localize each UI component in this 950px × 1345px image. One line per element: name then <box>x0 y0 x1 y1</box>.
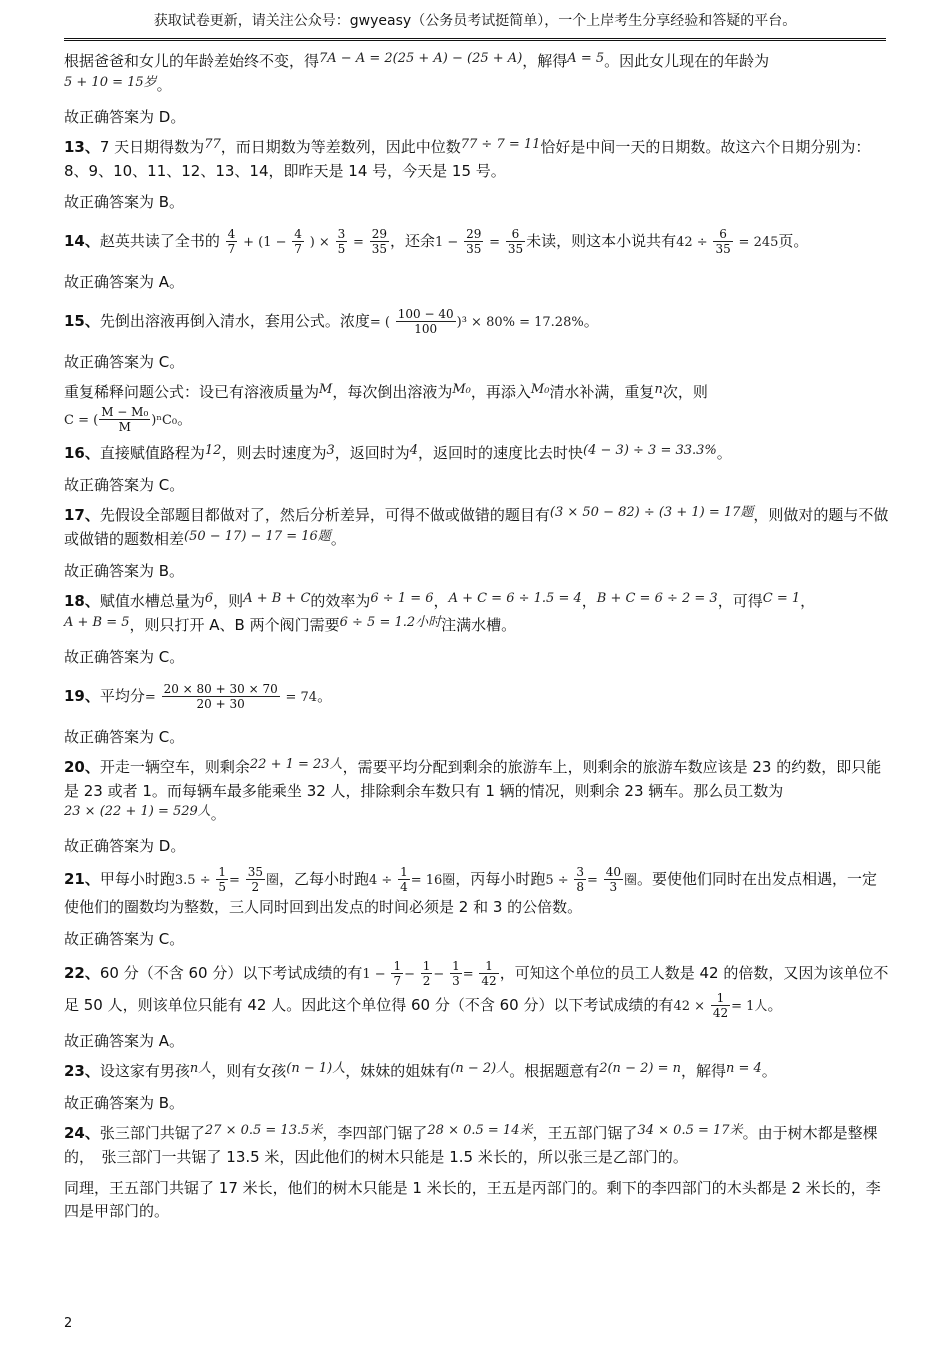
fraction: $\frac{100 - 40}{100}$ <box>397 307 454 336</box>
question-18: 18、赋值水槽总量为6，则A + B + C的效率为6 ÷ 1 = 6，A + C = 6 ÷ 1.5 = 4，B + C = 6 ÷ 2 = 3，可得C = 1， A + B = 5，则只打开 A、B 两个阀门需要6 ÷ 5 = 1.2小时注满水槽。 <box>64 591 816 634</box>
question-24-continued: 同理，王五部门共锯了 17 米长，他们的树木只能是 1 米长的，王五是丙部门的。剩下的李四部门的木头都是 2 米长的，李四是甲部门的。 <box>64 1179 881 1220</box>
question-number: 15、 <box>64 312 100 330</box>
question-21: 21、甲每小时跑3.5 ÷ $\frac{1}{5}$ = $\frac{35}{2}$ 圈，乙每小时跑4 ÷ $\frac{1}{4}$ = 16圈，丙每小时跑5 ÷ $\frac{3}{8}$ = $\frac{40}{3}$ 圈。要使他们同时在出发点相遇，一定使他们的圈数均为整数，三人同时回到出发点的时间必须是 2 和 3 的公倍数。 <box>64 865 878 916</box>
fraction: $\frac{4}{7}$ <box>294 227 302 256</box>
answer-line: 故正确答案为 C。 <box>64 353 185 371</box>
fraction: $\frac{35}{2}$ <box>247 865 263 894</box>
fraction: $\frac{6}{35}$ <box>715 227 731 256</box>
answer-line: 故正确答案为 C。 <box>64 728 185 746</box>
fraction: $\frac{20 \times 80 + 30 \times 70}{20 + 30}$ <box>163 682 278 711</box>
formula: 77 ÷ 7 = 11 <box>460 137 541 152</box>
fraction: $\frac{1}{42}$ <box>481 959 497 988</box>
question-number: 24、 <box>64 1124 100 1142</box>
formula: 77 <box>204 137 221 152</box>
formula: 5 + 10 = 15岁 <box>64 75 157 90</box>
question-number: 18、 <box>64 592 100 610</box>
fraction: $\frac{29}{35}$ <box>466 227 482 256</box>
fraction: $\frac{40}{3}$ <box>605 865 622 894</box>
question-number: 13、 <box>64 138 100 156</box>
answer-line: 故正确答案为 D。 <box>64 837 186 855</box>
answer-line: 故正确答案为 A。 <box>64 273 185 291</box>
fraction: $\frac{1}{42}$ <box>712 991 729 1020</box>
answer-line: 故正确答案为 C。 <box>64 930 185 948</box>
question-14: 14、赵英共读了全书的 $\frac{4}{7}$ + (1 − $\frac{4}{7}$ ) × $\frac{3}{5}$ = $\frac{29}{35}$ ，还余1 − $\frac{29}{35}$ = $\frac{6}{35}$ 未读，则这本小说共有42 ÷ $\frac{6}{35}$ = 245页。 <box>64 227 809 256</box>
answer-line: 故正确答案为 D。 <box>64 108 186 126</box>
fraction: $\frac{6}{35}$ <box>507 227 524 256</box>
fraction: $\frac{1}{7}$ <box>393 959 402 988</box>
fraction: $\frac{1}{2}$ <box>422 959 431 988</box>
question-number: 17、 <box>64 506 100 524</box>
answer-line: 故正确答案为 A。 <box>64 1032 185 1050</box>
answer-line: 故正确答案为 B。 <box>64 562 185 580</box>
question-number: 14、 <box>64 232 100 250</box>
question-16: 16、直接赋值路程为12，则去时速度为3，返回时为4，返回时的速度比去时快(4 − 3) ÷ 3 = 33.3%。 <box>64 443 732 462</box>
formula: 7A − A = 2(25 + A) − (25 + A) <box>319 51 523 66</box>
question-23: 23、设这家有男孩n人，则有女孩(n − 1)人，妹妹的姐妹有(n − 2)人。根据题意有2(n − 2) = n，解得n = 4。 <box>64 1061 777 1080</box>
question-number: 22、 <box>64 964 100 982</box>
question-17: 17、先假设全部题目都做对了，然后分析差异，可得不做或做错的题目有(3 × 50 − 82) ÷ (3 + 1) = 17题，则做对的题与不做或做错的题数相差(50 − 17) − 17 = 16题。 <box>64 505 889 548</box>
fraction: $\frac{1}{3}$ <box>452 959 460 988</box>
fraction: $\frac{1}{4}$ <box>400 865 408 894</box>
fraction: $\frac{1}{5}$ <box>218 865 227 894</box>
question-15: 15、先倒出溶液再倒入清水，套用公式。浓度= ( $\frac{100 - 40}{100}$ )³ × 80% = 17.28%。 <box>64 307 599 336</box>
answer-line: 故正确答案为 C。 <box>64 476 185 494</box>
answer-line: 故正确答案为 B。 <box>64 1094 185 1112</box>
fraction: $\frac{29}{35}$ <box>371 227 387 256</box>
question-number: 21、 <box>64 870 100 888</box>
question-number: 16、 <box>64 444 100 462</box>
answer-line: 故正确答案为 C。 <box>64 648 185 666</box>
fraction: $\frac{3}{8}$ <box>576 865 585 894</box>
question-13: 13、7 天日期得数为77，而日期数为等差数列，因此中位数77 ÷ 7 = 11恰好是中间一天的日期数。故这六个日期分别为：8、9、10、11、12、13、14，即昨天是 14 号，今天是 15 号。 <box>64 137 871 180</box>
question-19: 19、平均分= $\frac{20 \times 80 + 30 \times 70}{20 + 30}$ = 74。 <box>64 682 333 711</box>
question-22: 22、60 分（不含 60 分）以下考试成绩的有1 − $\frac{1}{7}$ − $\frac{1}{2}$ − $\frac{1}{3}$ = $\frac{1}{42}$ ，可知这个单位的员工人数是 42 的倍数，又因为该单位不足 50 人，则该单位只能有 42 人。因此这个单位得 60 分（不含 60 分）以下考试成绩的有42 × $\frac{1}{42}$ = 1人。 <box>64 959 889 1020</box>
fraction: $\frac{\text{M − M₀}}{M}$ <box>101 405 149 434</box>
fraction: $\frac{4}{7}$ <box>227 227 236 256</box>
question-number: 20、 <box>64 758 100 776</box>
formula: A = 5 <box>567 51 605 66</box>
page-header: 获取试卷更新，请关注公众号：gwyeasy（公务员考试挺简单），一个上岸考生分享经验和答疑的平台。 <box>64 8 886 41</box>
question-number: 19、 <box>64 687 100 705</box>
dilution-formula-note: 重复稀释问题公式：设已有溶液质量为M，每次倒出溶液为M₀，再添入M₀清水补满，重复n次，则 C = ( $\frac{\text{M − M₀}}{M}$ )ⁿC₀。 <box>64 382 708 434</box>
answer-line: 故正确答案为 B。 <box>64 193 185 211</box>
page-number: 2 <box>64 1316 73 1331</box>
answer-explanation-12: 根据爸爸和女儿的年龄差始终不变，得7A − A = 2(25 + A) − (25 + A)，解得A = 5。因此女儿现在的年龄为 5 + 10 = 15岁。 <box>64 51 770 94</box>
question-20: 20、开走一辆空车，则剩余22 + 1 = 23人，需要平均分配到剩余的旅游车上，则剩余的旅游车数应该是 23 的约数，即只能是 23 或者 1。而每辆车最多能乘坐 32 人，排除剩余车数只有 1 辆的情况，则剩余 23 辆车。那么员工数为 23 × (22 + 1) = 529人。 <box>64 757 882 823</box>
question-number: 23、 <box>64 1062 100 1080</box>
document-body <box>64 50 890 1231</box>
fraction: $\frac{3}{5}$ <box>337 227 346 256</box>
question-24: 24、张三部门共锯了27 × 0.5 = 13.5米，李四部门锯了28 × 0.5 = 14米，王五部门锯了34 × 0.5 = 17米。由于树木都是整棵的， 张三部门一共锯了 13.5 米，因此他们的树木只能是 1.5 米长的，所以张三是乙部门的。 <box>64 1123 878 1166</box>
